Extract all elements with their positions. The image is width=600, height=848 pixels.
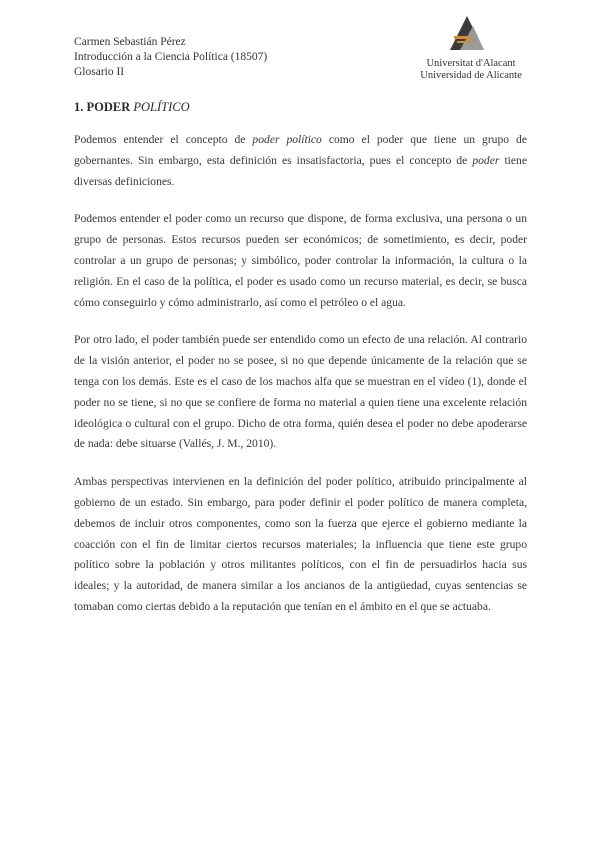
section-title-bold: PODER <box>86 100 131 114</box>
university-name <box>416 58 526 81</box>
section-title-italic: POLÍTICO <box>133 100 190 114</box>
author-name: Carmen Sebastián Pérez <box>74 36 186 48</box>
paragraph-3: Por otro lado, el poder también puede ser entendido como un efecto de una relación. Al contrario de la visión anterior, el poder no se posee, si no que depende únicamente de la relación que se tenga con los demás. Este es el caso de los machos alfa que se muestran en el vídeo (1), donde el poder no se tiene, si no que se confiere de forma no material a quien tiene una excelente relación ideológica o cultural con el grupo. Dicho de otra forma, quién desea el poder no debe apoderarse de nada: debe situarse (Vallés, J. M., 2010). <box>74 333 527 451</box>
section-number: 1. <box>74 100 84 114</box>
paragraph-4: Ambas perspectivas intervienen en la definición del poder político, atribuido principalmente al gobierno de un estado. Sin embargo, para poder definir el poder político de manera completa, debemos de incluir otros componentes, como son la fuerza que ejerce el gobierno mediante la coacción con el fin de limitar ciertos recursos materiales; la influencia que tiene este grupo político sobre la población y otros militantes políticos, con el fin de persuadirlos hacia sus ideales; y la autoridad, de manera similar a los ancianos de la antigüedad, cuyas sentencias se tomaban como ciertas debido a la reputación que tenían en el ámbito en el que se actuaba. <box>74 475 527 613</box>
university-logo <box>416 12 526 84</box>
course-name: Introducción a la Ciencia Política (18507) <box>74 51 268 63</box>
document-body <box>74 130 527 635</box>
document-title: Glosario II <box>74 66 125 78</box>
term-poder: poder <box>472 153 500 167</box>
term-poder-politico: poder político <box>252 133 322 146</box>
paragraph-2: Podemos entender el poder como un recurso que dispone, de forma exclusiva, una persona o un grupo de personas. Estos recursos pueden ser económicos; de sometimiento, es decir, poder controlar a un grupo de personas; y simbólico, poder controlar la información, la cultura o la religión. En el caso de la política, el poder es usado como un recurso material, es decir, se busca cómo conseguirlo y cómo administrarlo, así como el petróleo o el agua. <box>74 212 527 309</box>
paragraph-1: Podemos entender el concepto de poder político como el poder que tiene un grupo de gobernantes. Sin embargo, esta definición es insatisfactoria, pues el concepto de poder tiene diversas definiciones. <box>74 133 527 188</box>
document-header <box>74 35 267 80</box>
university-name-valencian: Universitat d'Alacant <box>426 58 516 69</box>
section-heading <box>74 100 190 115</box>
university-logo-icon <box>446 12 488 54</box>
university-name-spanish: Universidad de Alicante <box>420 69 522 81</box>
